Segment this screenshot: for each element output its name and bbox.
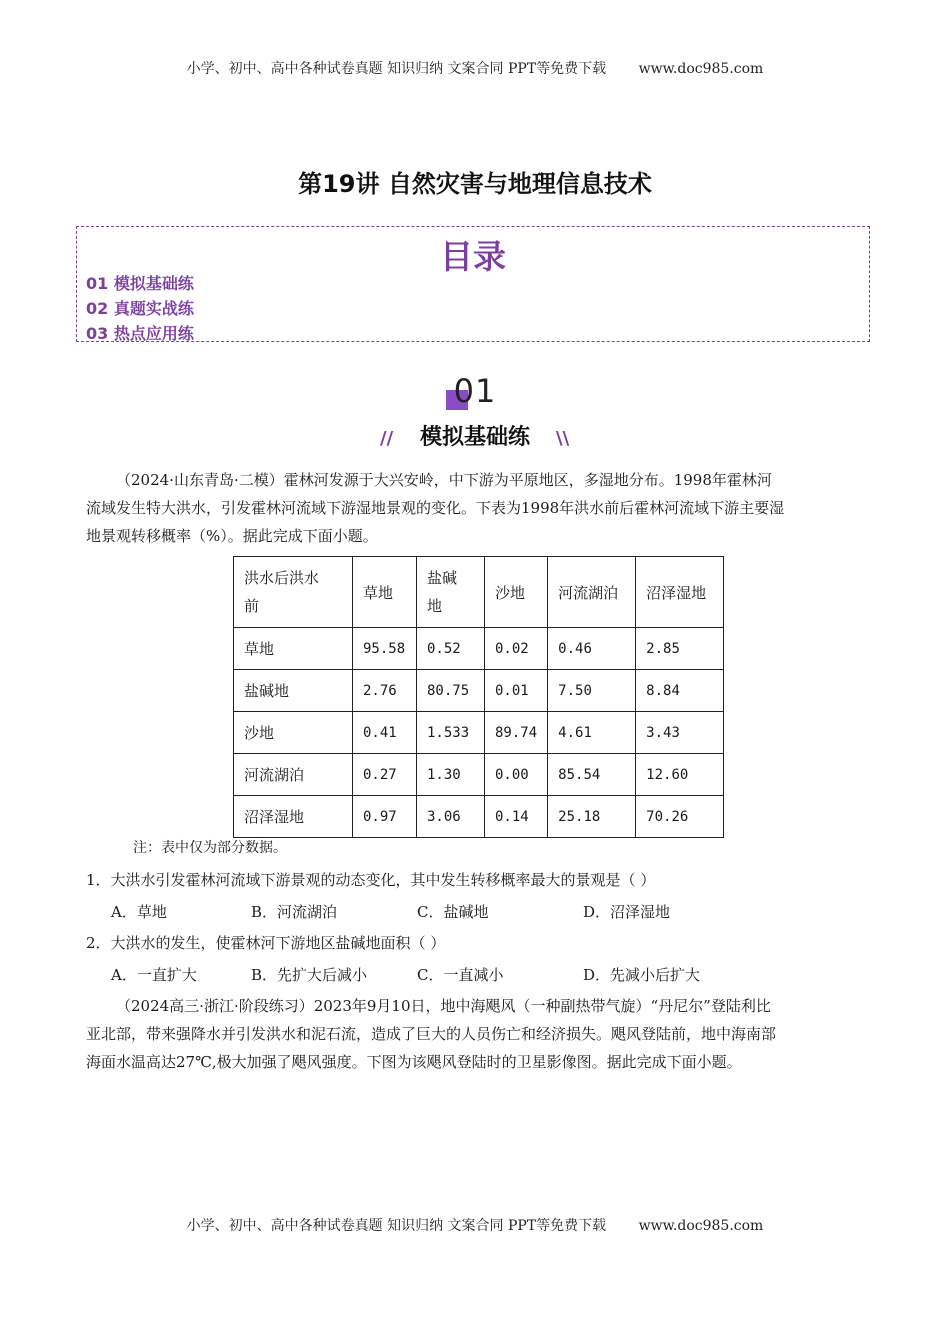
q2-option-d[interactable]: D．先减小后扩大 [583,966,701,984]
q1-option-a[interactable]: A．草地 [111,903,167,921]
col-header: 草地 [353,557,417,628]
row-label: 沼泽湿地 [234,796,353,838]
header-text: 小学、初中、高中各种试卷真题 知识归纳 文案合同 PPT等免费下载 [186,61,607,77]
footer-text: 小学、初中、高中各种试卷真题 知识归纳 文案合同 PPT等免费下载 [186,1218,607,1234]
left-slash-decoration: // [380,428,394,449]
q2-option-a[interactable]: A．一直扩大 [111,966,197,984]
toc-item-3[interactable]: 03 热点应用练 [86,324,194,343]
table-of-contents [76,226,870,342]
intro2-line2: 亚北部，带来强降水并引发洪水和泥石流，造成了巨大的人员伤亡和经济损失。飓风登陆前，地中海南部 [86,1025,777,1043]
intro1-line1: （2024·山东青岛·二模）霍林河发源于大兴安岭，中下游为平原地区，多湿地分布。1998年霍林河 [116,471,772,489]
q1-option-d[interactable]: D．沼泽湿地 [583,903,671,921]
row-label: 盐碱地 [234,670,353,712]
table-cell: 85.54 [548,754,636,796]
question-2-stem: 2．大洪水的发生，使霍林河下游地区盐碱地面积（ ） [86,934,446,952]
table-cell: 0.52 [417,628,485,670]
table-cell: 4.61 [548,712,636,754]
table-cell: 0.14 [485,796,548,838]
landscape-transition-table [233,556,724,838]
table-cell: 2.76 [353,670,417,712]
toc-item-1[interactable]: 01 模拟基础练 [86,274,194,293]
intro2-line1: （2024高三·浙江·阶段练习）2023年9月10日，地中海飓风（一种副热带气旋）“丹尼尔”登陆利比 [116,997,771,1015]
question-1-stem: 1．大洪水引发霍林河流域下游景观的动态变化，其中发生转移概率最大的景观是（ ） [86,871,656,889]
table-cell: 2.85 [636,628,724,670]
table-row [234,670,724,712]
col-header: 盐碱 地 [417,557,485,628]
row-label: 沙地 [234,712,353,754]
question-intro-2 [86,992,866,1076]
question-intro-1 [86,466,866,550]
table-cell: 8.84 [636,670,724,712]
header-site-link[interactable]: www.doc985.com [638,61,764,77]
table-header-row [234,557,724,628]
table-cell: 7.50 [548,670,636,712]
header-banner [0,58,950,78]
section-label: 模拟基础练 [419,425,530,450]
col-header: 河流湖泊 [548,557,636,628]
table-cell: 12.60 [636,754,724,796]
table-corner-header: 洪水后洪水 前 [234,557,353,628]
table-cell: 3.43 [636,712,724,754]
table-cell: 0.46 [548,628,636,670]
toc-item-2[interactable]: 02 真题实战练 [86,299,194,318]
row-label: 草地 [234,628,353,670]
footer-banner [0,1215,950,1235]
intro1-line3: 地景观转移概率（%）。据此完成下面小题。 [86,527,378,545]
table-cell: 0.27 [353,754,417,796]
table-cell: 3.06 [417,796,485,838]
table-cell: 1.30 [417,754,485,796]
table-row [234,796,724,838]
table-note: 注：表中仅为部分数据。 [133,840,287,856]
col-header: 沙地 [485,557,548,628]
q2-option-b[interactable]: B．先扩大后减小 [251,966,368,984]
q1-option-c[interactable]: C．盐碱地 [417,903,489,921]
table-cell: 89.74 [485,712,548,754]
row-label: 河流湖泊 [234,754,353,796]
table-cell: 95.58 [353,628,417,670]
table-cell: 80.75 [417,670,485,712]
table-cell: 0.01 [485,670,548,712]
table-cell: 70.26 [636,796,724,838]
right-slash-decoration: \\ [556,428,570,449]
table-row [234,628,724,670]
q2-option-c[interactable]: C．一直减小 [417,966,504,984]
table-cell: 0.41 [353,712,417,754]
intro2-line3: 海面水温高达27℃,极大加强了飓风强度。下图为该飓风登陆时的卫星影像图。据此完成下面小题。 [86,1053,742,1071]
toc-heading: 目录 [440,237,506,276]
intro1-line2: 流域发生特大洪水，引发霍林河流域下游湿地景观的变化。下表为1998年洪水前后霍林河流域下游主要湿 [86,499,785,517]
table-cell: 0.97 [353,796,417,838]
table-cell: 0.00 [485,754,548,796]
page-title: 第19讲 自然灾害与地理信息技术 [298,170,652,198]
table-cell: 25.18 [548,796,636,838]
table-row [234,712,724,754]
table-cell: 0.02 [485,628,548,670]
table-row [234,754,724,796]
q1-option-b[interactable]: B．河流湖泊 [251,903,338,921]
section-number: 01 [453,372,497,410]
footer-site-link[interactable]: www.doc985.com [638,1218,764,1234]
table-cell: 1.533 [417,712,485,754]
col-header: 沼泽湿地 [636,557,724,628]
